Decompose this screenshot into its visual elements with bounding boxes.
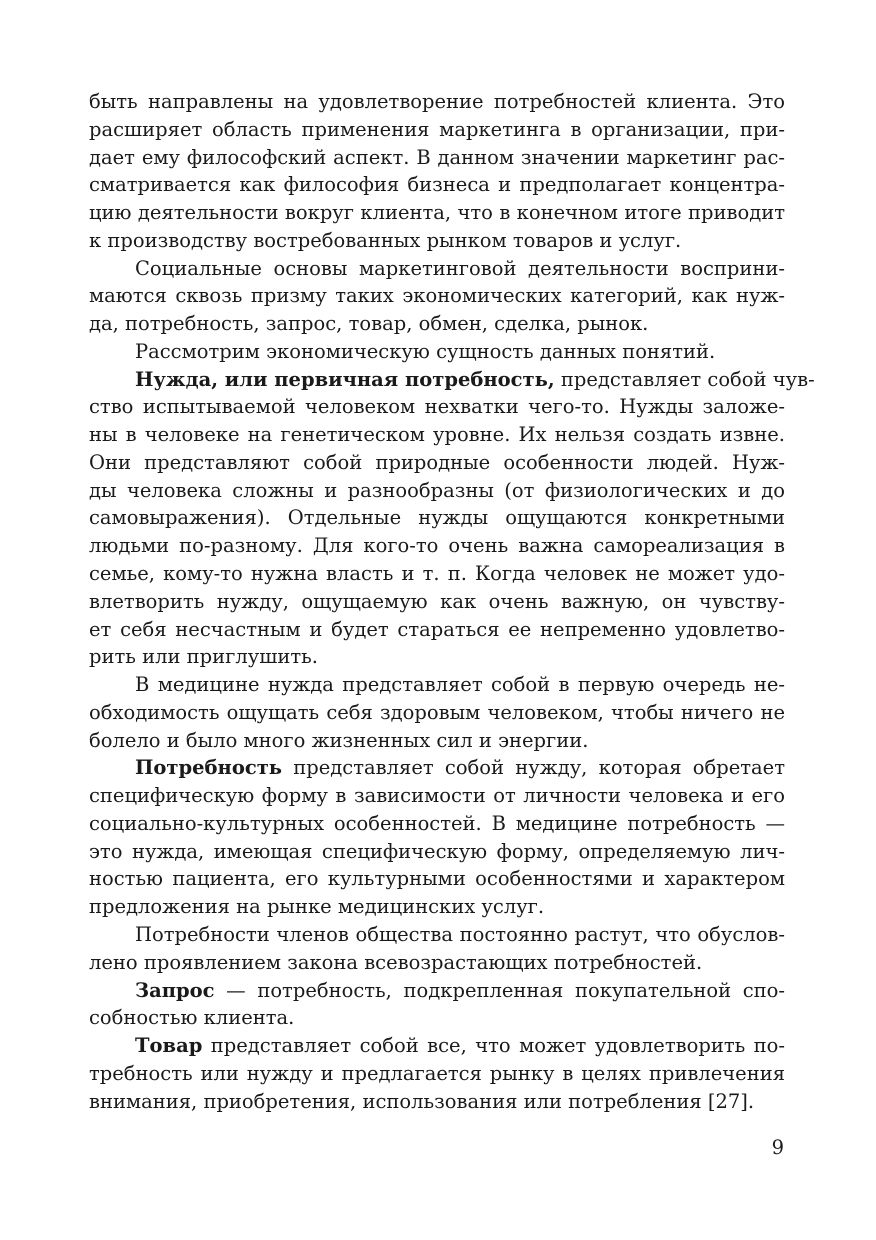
text-line bbox=[89, 532, 785, 560]
line-text: это нужда, имеющая специфическую форму, определяемую лич- bbox=[89, 839, 785, 863]
line-text: специфическую форму в зависимости от личности человека и его bbox=[89, 784, 785, 808]
text-line bbox=[89, 671, 785, 699]
line-text: представляет собой все, что может удовлетворить по- bbox=[202, 1034, 785, 1058]
text-line bbox=[89, 366, 815, 394]
line-text: ды человека сложны и разнообразны (от физиологических и до bbox=[89, 478, 785, 502]
text-line bbox=[89, 88, 785, 116]
text-line bbox=[89, 838, 785, 866]
text-line bbox=[89, 782, 785, 810]
line-text: да, потребность, запрос, товар, обмен, сделка, рынок. bbox=[89, 312, 649, 336]
text-line bbox=[89, 643, 785, 671]
line-text: Социальные основы маркетинговой деятельности восприни- bbox=[135, 256, 785, 280]
text-line bbox=[89, 199, 785, 227]
text-line bbox=[89, 949, 785, 977]
line-text: предложения на рынке медицинских услуг. bbox=[89, 895, 545, 919]
text-line bbox=[89, 310, 785, 338]
text-line bbox=[89, 560, 785, 588]
line-text: представляет собой чув- bbox=[554, 367, 815, 391]
text-line bbox=[89, 255, 785, 283]
line-text: социально-культурных особенностей. В медицине потребность — bbox=[89, 811, 785, 835]
line-text: представляет собой нужду, которая обретает bbox=[282, 756, 785, 780]
text-line bbox=[89, 449, 785, 477]
text-line bbox=[89, 144, 785, 172]
text-line bbox=[89, 810, 785, 838]
text-line bbox=[89, 921, 785, 949]
line-text: собностью клиента. bbox=[89, 1006, 295, 1030]
text-line bbox=[89, 504, 785, 532]
line-text: маются сквозь призму таких экономических категорий, как нуж- bbox=[89, 284, 785, 308]
line-text: дает ему философский аспект. В данном значении маркетинг рас- bbox=[89, 145, 785, 169]
line-text: расширяет область применения маркетинга в организации, при- bbox=[89, 117, 785, 141]
page-body bbox=[89, 88, 815, 1115]
line-text: цию деятельности вокруг клиента, что в конечном итоге приводит bbox=[89, 201, 785, 225]
text-line bbox=[89, 338, 785, 366]
text-line bbox=[89, 282, 785, 310]
text-line bbox=[89, 893, 785, 921]
line-text: требность или нужду и предлагается рынку в целях привлечения bbox=[89, 1061, 785, 1085]
line-text: быть направлены на удовлетворение потребностей клиента. Это bbox=[89, 90, 785, 113]
line-text: обходимость ощущать себя здоровым человеком, чтобы ничего не bbox=[89, 700, 785, 724]
line-text: внимания, приобретения, использования или потребления [27]. bbox=[89, 1089, 755, 1113]
text-line bbox=[89, 699, 785, 727]
line-text: болело и было много жизненных сил и энергии. bbox=[89, 728, 589, 752]
line-text: — потребность, подкрепленная покупательной спо- bbox=[214, 978, 785, 1002]
text-line bbox=[89, 477, 785, 505]
text-line bbox=[89, 977, 785, 1005]
line-text: самовыражения). Отдельные нужды ощущаются конкретными bbox=[89, 506, 785, 530]
defined-term: Товар bbox=[135, 1034, 203, 1058]
text-line bbox=[89, 1032, 785, 1060]
line-text: Рассмотрим экономическую сущность данных понятий. bbox=[135, 339, 716, 363]
text-line bbox=[89, 227, 785, 255]
defined-term: Потребность bbox=[135, 756, 283, 780]
page-number: 9 bbox=[771, 1136, 784, 1159]
line-text: ет себя несчастным и будет стараться ее непременно удовлетво- bbox=[89, 617, 785, 641]
line-text: Они представляют собой природные особенности людей. Нуж- bbox=[89, 450, 785, 474]
text-line bbox=[89, 588, 785, 616]
text-line bbox=[89, 1060, 785, 1088]
text-line bbox=[89, 754, 785, 782]
text-line bbox=[89, 616, 785, 644]
line-text: лено проявлением закона всевозрастающих потребностей. bbox=[89, 950, 703, 974]
defined-term: Запрос bbox=[135, 978, 215, 1002]
body-text bbox=[89, 88, 815, 1115]
line-text: влетворить нужду, ощущаемую как очень важную, он чувству- bbox=[89, 589, 785, 613]
line-text: к производству востребованных рынком товаров и услуг. bbox=[89, 228, 682, 252]
text-line bbox=[89, 171, 785, 199]
text-line bbox=[89, 116, 785, 144]
line-text: рить или приглушить. bbox=[89, 645, 318, 669]
text-line bbox=[89, 1088, 785, 1116]
defined-term: Нужда, или первичная потребность, bbox=[135, 367, 555, 391]
line-text: сматривается как философия бизнеса и предполагает концентра- bbox=[89, 173, 785, 197]
text-line bbox=[89, 421, 785, 449]
line-text: Потребности членов общества постоянно растут, что обуслов- bbox=[135, 922, 785, 946]
line-text: ство испытываемой человеком нехватки чего-то. Нужды заложе- bbox=[89, 395, 785, 419]
line-text: семье, кому-то нужна власть и т. п. Когда человек не может удо- bbox=[89, 562, 785, 586]
line-text: В медицине нужда представляет собой в первую очередь не- bbox=[135, 673, 785, 697]
text-line bbox=[89, 865, 785, 893]
line-text: людьми по-разному. Для кого-то очень важна самореализация в bbox=[89, 534, 785, 558]
line-text: ны в человеке на генетическом уровне. Их нельзя создать извне. bbox=[89, 423, 785, 447]
text-line bbox=[89, 727, 785, 755]
text-line bbox=[89, 393, 785, 421]
line-text: ностью пациента, его культурными особенностями и характером bbox=[89, 867, 785, 891]
text-line bbox=[89, 1004, 785, 1032]
